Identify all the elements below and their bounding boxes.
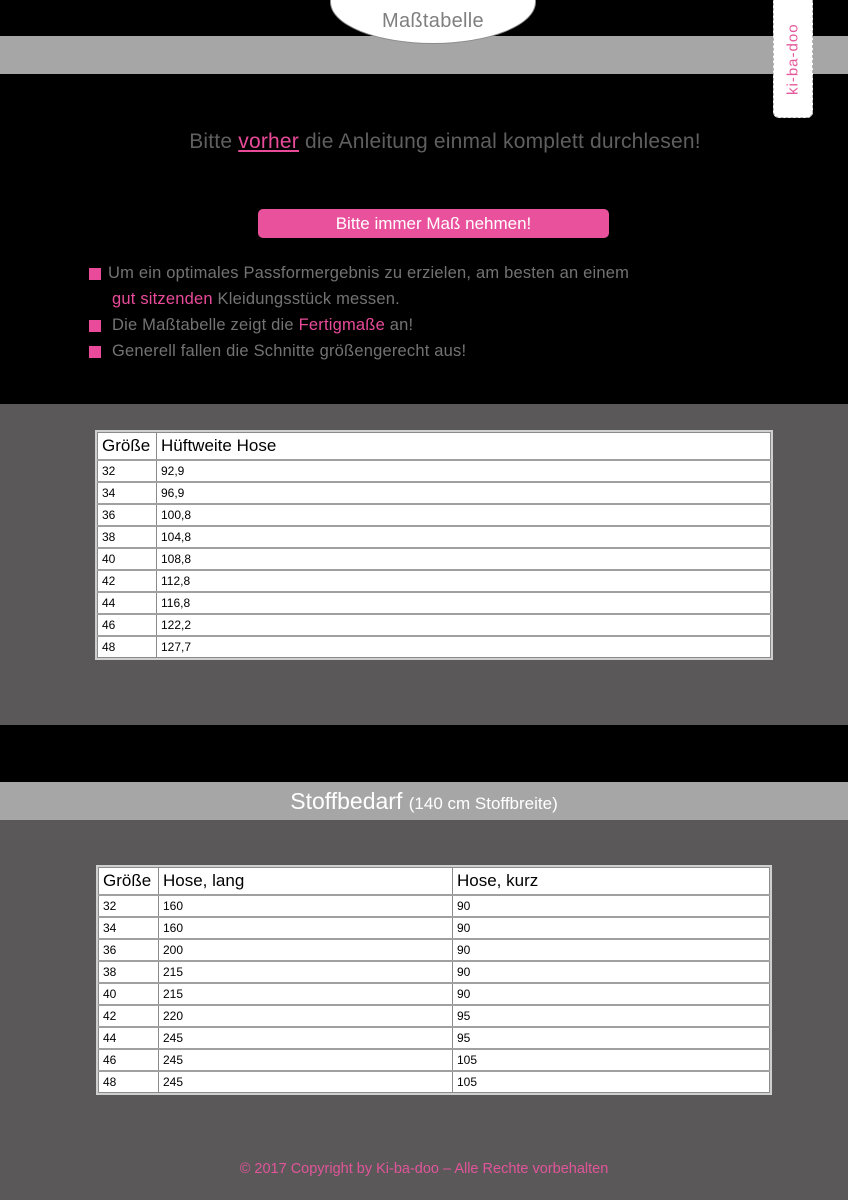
table-row (98, 504, 771, 526)
table-row (99, 895, 770, 917)
fabric-title-sub: (140 cm Stoffbreite) (408, 794, 558, 813)
table-cell: 40 (98, 548, 157, 570)
table-cell: 95 (453, 1027, 770, 1049)
table-cell: 220 (159, 1005, 453, 1027)
table-cell: 90 (453, 961, 770, 983)
table-cell: 122,2 (157, 614, 771, 636)
table-cell: 95 (453, 1005, 770, 1027)
table-cell: 46 (99, 1049, 159, 1071)
table-cell: 100,8 (157, 504, 771, 526)
table-row (99, 1071, 770, 1093)
measure-reminder-banner: Bitte immer Maß nehmen! (258, 209, 609, 238)
bullet-1-rest: Kleidungsstück messen. (212, 290, 400, 308)
table-row (99, 983, 770, 1005)
table-row (99, 917, 770, 939)
table-cell: 105 (453, 1071, 770, 1093)
table-cell: 90 (453, 939, 770, 961)
table-cell: 34 (98, 482, 157, 504)
copyright-notice: © 2017 Copyright by Ki-ba-doo – Alle Rechte vorbehalten (239, 1161, 609, 1177)
table-cell: 32 (99, 895, 159, 917)
column-header: Hose, lang (159, 868, 453, 896)
brand-logo: ki-ba-doo (784, 23, 802, 95)
bullet-2-end: an! (384, 316, 414, 334)
table-row (98, 548, 771, 570)
read-instructions-notice (0, 130, 848, 154)
table-row (98, 592, 771, 614)
table-cell: 105 (453, 1049, 770, 1071)
bullet-1-line-1: Um ein optimales Passformergebnis zu erzielen, am besten an einem (108, 264, 630, 282)
table-row (98, 570, 771, 592)
table-cell: 90 (453, 917, 770, 939)
table-cell: 46 (98, 614, 157, 636)
table-cell: 160 (159, 895, 453, 917)
table-cell: 200 (159, 939, 453, 961)
table-cell: 108,8 (157, 548, 771, 570)
table-header-row (99, 868, 770, 896)
notice-text-start: Bitte (189, 130, 239, 153)
fabric-requirement-table (98, 867, 770, 1093)
table-cell: 48 (99, 1071, 159, 1093)
table-cell: 104,8 (157, 526, 771, 548)
table-cell: 245 (159, 1027, 453, 1049)
table-cell: 34 (99, 917, 159, 939)
table-row (99, 1005, 770, 1027)
table-cell: 160 (159, 917, 453, 939)
table-header-row (98, 433, 771, 461)
table-cell: 96,9 (157, 482, 771, 504)
table-cell: 36 (99, 939, 159, 961)
bullet-2 (112, 316, 413, 335)
table-cell: 90 (453, 895, 770, 917)
table-cell: 116,8 (157, 592, 771, 614)
column-header: Hüftweite Hose (157, 433, 771, 461)
table-cell: 36 (98, 504, 157, 526)
table-row (98, 636, 771, 658)
table-cell: 215 (159, 983, 453, 1005)
notice-text-end: die Anleitung einmal komplett durchlesen! (298, 130, 701, 153)
bullet-1-line-2 (112, 290, 400, 309)
hip-width-table (97, 432, 771, 658)
table-cell: 92,9 (157, 460, 771, 482)
table-row (99, 961, 770, 983)
table-row (98, 614, 771, 636)
table-cell: 245 (159, 1049, 453, 1071)
table-cell: 40 (99, 983, 159, 1005)
table-cell: 44 (99, 1027, 159, 1049)
table-cell: 38 (99, 961, 159, 983)
table-cell: 112,8 (157, 570, 771, 592)
table-cell: 127,7 (157, 636, 771, 658)
table-row (99, 939, 770, 961)
table-row (98, 482, 771, 504)
bullet-2-start: Die Maßtabelle zeigt die (112, 316, 299, 334)
table-cell: 44 (98, 592, 157, 614)
table-row (98, 460, 771, 482)
bullet-2-highlight: Fertigmaße (298, 316, 385, 334)
table-cell: 245 (159, 1071, 453, 1093)
table-cell: 90 (453, 983, 770, 1005)
column-header: Größe (98, 433, 157, 461)
bullet-square-icon (89, 320, 101, 332)
table-cell: 42 (98, 570, 157, 592)
column-header: Größe (99, 868, 159, 896)
table-cell: 38 (98, 526, 157, 548)
column-header: Hose, kurz (453, 868, 770, 896)
table-cell: 32 (98, 460, 157, 482)
table-row (99, 1027, 770, 1049)
table-cell: 42 (99, 1005, 159, 1027)
page-title: Maßtabelle (382, 10, 484, 32)
table-cell: 215 (159, 961, 453, 983)
fabric-section-title (0, 788, 848, 815)
notice-highlight: vorher (238, 130, 299, 153)
bullet-3: Generell fallen die Schnitte größengerecht aus! (112, 342, 467, 360)
table-row (99, 1049, 770, 1071)
table-cell: 48 (98, 636, 157, 658)
bullet-1-highlight: gut sitzenden (112, 290, 213, 308)
fabric-title-main: Stoffbedarf (290, 788, 403, 814)
table-row (98, 526, 771, 548)
bullet-square-icon (89, 268, 101, 280)
bullet-square-icon (89, 346, 101, 358)
